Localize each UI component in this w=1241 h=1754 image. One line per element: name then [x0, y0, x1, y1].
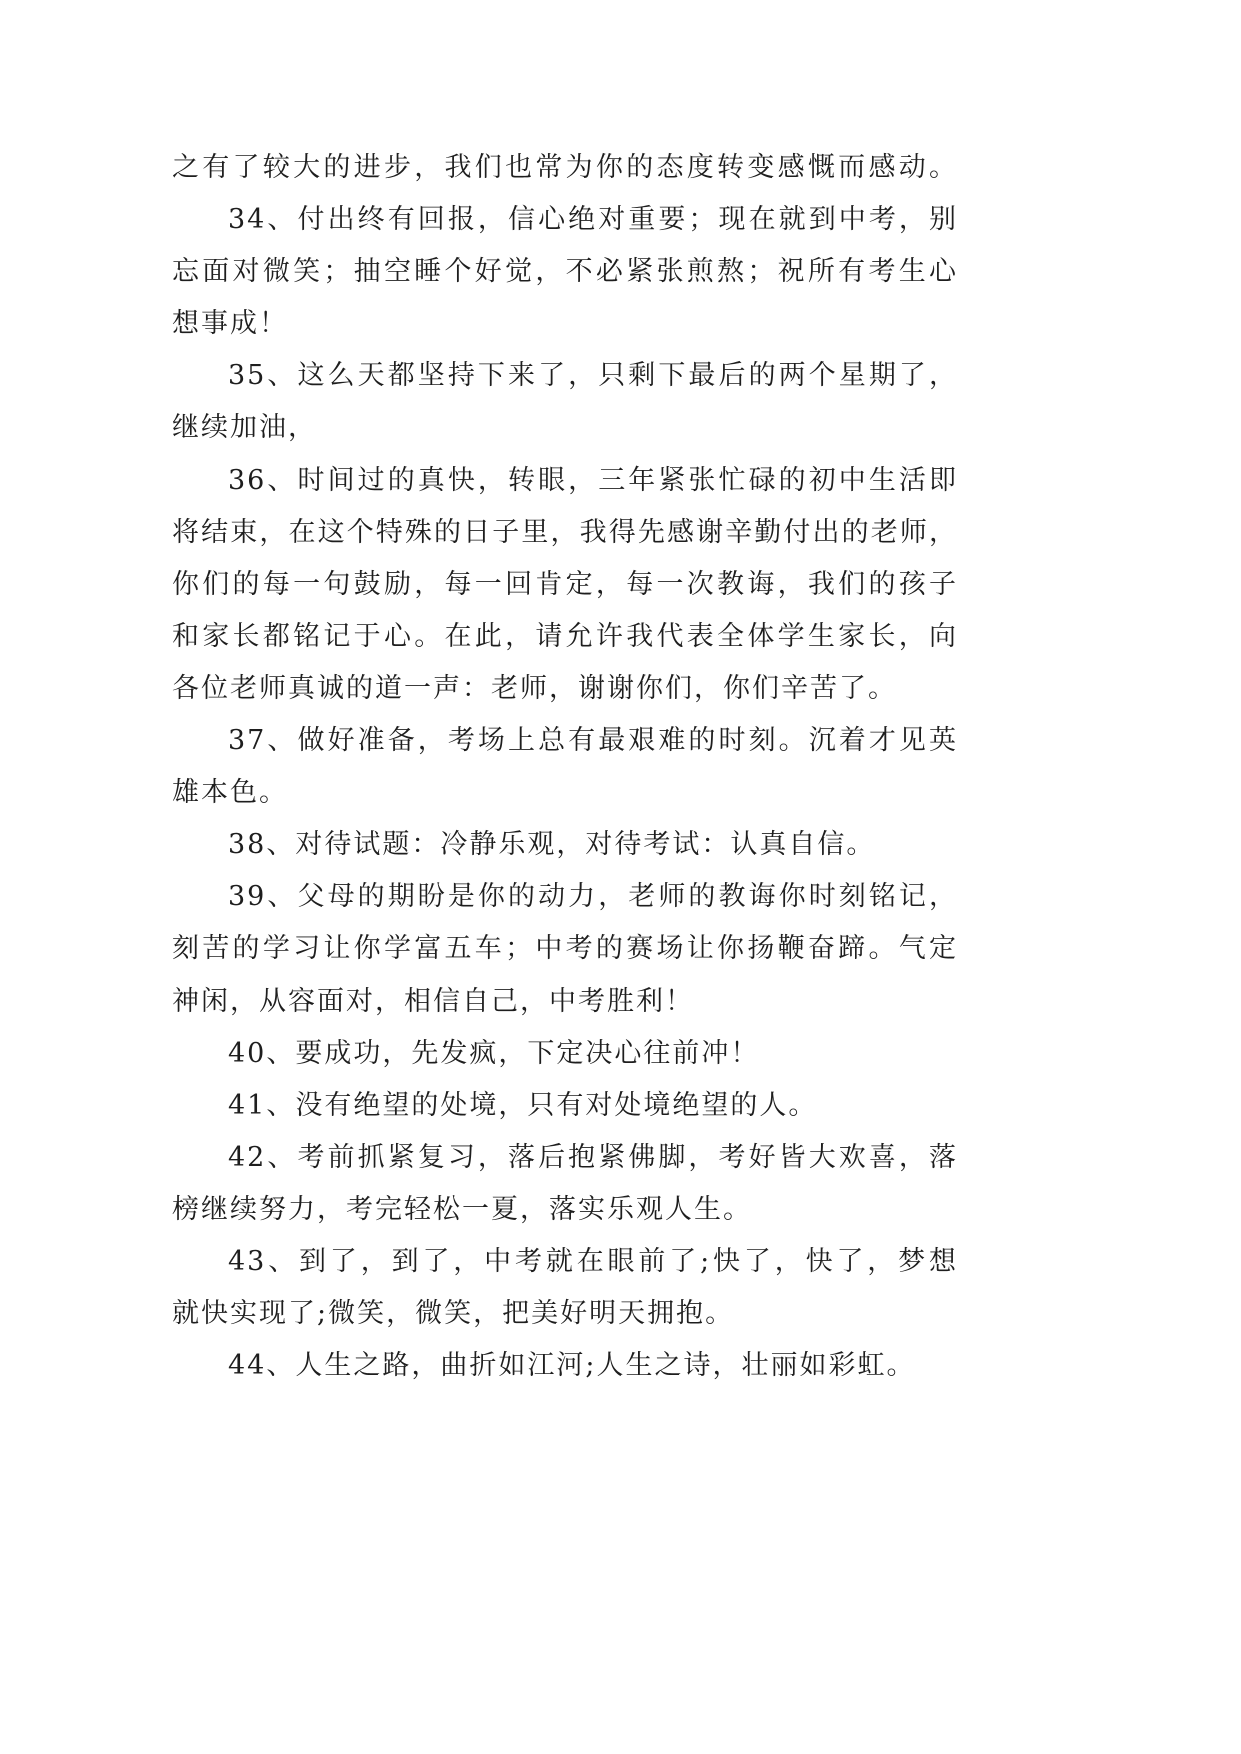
text-line: 想事成！	[172, 308, 288, 340]
text-line: 41、没有绝望的处境，只有对处境绝望的人。	[228, 1089, 818, 1121]
text-line: 37、做好准备，考场上总有最艰难的时刻。沉着才见英	[228, 725, 958, 757]
paragraph	[172, 455, 958, 715]
paragraph	[172, 350, 958, 454]
text-line: 43、到了，到了，中考就在眼前了;快了，快了，梦想	[228, 1245, 958, 1277]
text-line: 雄本色。	[172, 777, 288, 809]
text-line: 榜继续努力，考完轻松一夏，落实乐观人生。	[172, 1193, 752, 1225]
paragraph	[172, 194, 958, 350]
text-line: 38、对待试题：冷静乐观，对待考试：认真自信。	[228, 829, 876, 861]
paragraph	[172, 1340, 958, 1392]
text-line: 忘面对微笑；抽空睡个好觉，不必紧张煎熬；祝所有考生心	[172, 256, 958, 288]
text-line: 之有了较大的进步，我们也常为你的态度转变感慨而感动。	[172, 152, 958, 183]
text-line: 40、要成功，先发疯，下定决心往前冲！	[228, 1037, 760, 1069]
text-line: 35、这么天都坚持下来了，只剩下最后的两个星期了，	[228, 360, 958, 392]
paragraph	[172, 142, 958, 194]
paragraph	[172, 1028, 958, 1080]
text-line: 你们的每一句鼓励，每一回肯定，每一次教诲，我们的孩子	[172, 568, 958, 600]
text-line: 各位老师真诚的道一声：老师，谢谢你们，你们辛苦了。	[172, 672, 897, 704]
text-line: 将结束，在这个特殊的日子里，我得先感谢辛勤付出的老师，	[172, 516, 958, 548]
text-line: 42、考前抓紧复习，落后抱紧佛脚，考好皆大欢喜，落	[228, 1141, 958, 1173]
text-line: 继续加油，	[172, 412, 317, 444]
paragraph	[172, 715, 958, 819]
paragraph	[172, 1080, 958, 1132]
paragraph	[172, 871, 958, 1027]
text-line: 39、父母的期盼是你的动力，老师的教诲你时刻铭记，	[228, 881, 958, 913]
paragraph	[172, 1236, 958, 1340]
paragraph	[172, 819, 958, 871]
text-line: 刻苦的学习让你学富五车；中考的赛场让你扬鞭奋蹄。气定	[172, 933, 958, 965]
text-line: 和家长都铭记于心。在此，请允许我代表全体学生家长，向	[172, 620, 958, 652]
text-line: 44、人生之路，曲折如江河;人生之诗，壮丽如彩虹。	[228, 1350, 916, 1382]
text-line: 神闲，从容面对，相信自己，中考胜利！	[172, 985, 694, 1017]
document-body	[172, 142, 958, 1392]
paragraph	[172, 1132, 958, 1236]
text-line: 34、付出终有回报，信心绝对重要；现在就到中考，别	[228, 204, 958, 236]
text-line: 36、时间过的真快，转眼，三年紧张忙碌的初中生活即	[228, 464, 958, 496]
text-line: 就快实现了;微笑，微笑，把美好明天拥抱。	[172, 1298, 735, 1330]
